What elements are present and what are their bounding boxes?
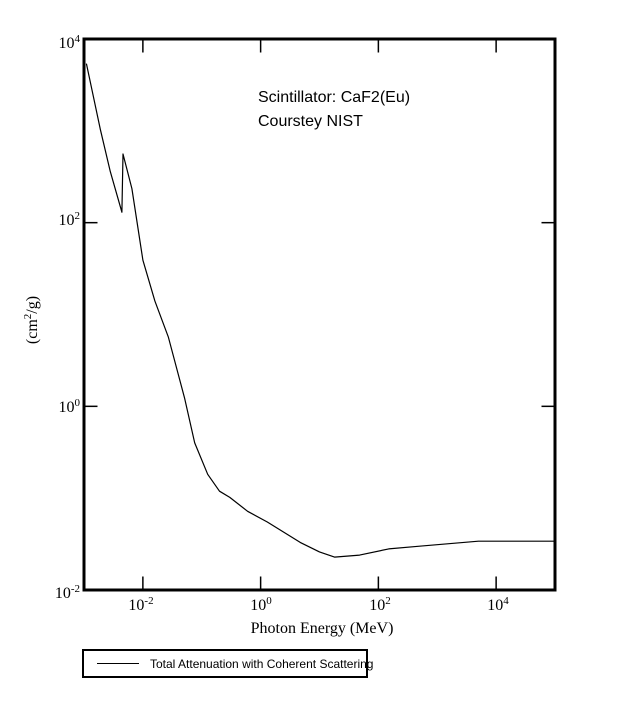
y-tick-label-1e4: $10^4$ — [58, 33, 80, 52]
y-tick-label-1e-2: $10^{-2}$ — [54, 583, 80, 602]
y-tick-label-1e2: $10^2$ — [58, 210, 80, 229]
annotation-line-scintillator: Scintillator: CaF2(Eu) — [258, 89, 411, 106]
x-tick-label-1e2: $10^2$ — [369, 595, 391, 614]
legend-box — [82, 649, 374, 678]
x-tick-label-1e-2: $10^{-2}$ — [128, 595, 154, 614]
y-tick-label-1e0: $10^0$ — [58, 397, 80, 416]
plot-annotation — [258, 86, 410, 134]
x-tick-label-1e4: $10^4$ — [487, 595, 509, 614]
annotation-line-courtesy: Courstey NIST — [258, 113, 363, 130]
y-axis-title: $(cm^2/g)$ — [22, 295, 41, 345]
x-axis-title: Photon Energy (MeV) — [250, 620, 394, 637]
legend-line-sample — [97, 663, 139, 664]
legend-label: Total Attenuation with Coherent Scattering — [150, 656, 374, 671]
x-tick-label-1e0: $10^0$ — [250, 595, 272, 614]
